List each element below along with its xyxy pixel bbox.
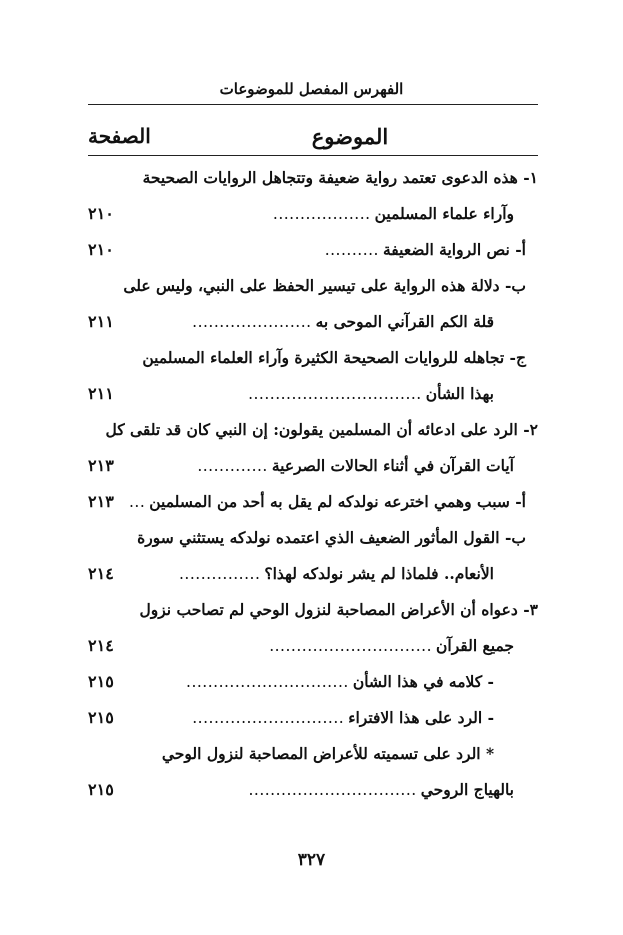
header-rule (88, 104, 538, 105)
entry-page-number: ٢١٠ (88, 204, 114, 223)
index-line (88, 196, 538, 232)
index-line (88, 520, 538, 556)
entry-text: أ- نص الرواية الضعيفة (382, 240, 526, 259)
entry-page-number: ٢١٣ (88, 456, 114, 475)
column-heading-page: الصفحة (88, 124, 151, 148)
index-line (88, 304, 538, 340)
running-header: الفهرس المفصل للموضوعات (219, 80, 404, 98)
entry-text: الأنعام.. فلماذا لم يشر نولدكه لهذا؟ (264, 564, 494, 583)
entry-text: بالهياج الروحي (420, 780, 514, 799)
index-line (88, 556, 538, 592)
index-line (88, 376, 538, 412)
index-line (88, 700, 538, 736)
entry-text: أ- سبب وهمي اخترعه نولدكه لم يقل به أحد من المسلمين (149, 492, 526, 511)
entry-page-number: ٢١٣ (88, 492, 114, 511)
index-line (88, 412, 538, 448)
page-number: ٣٢٧ (297, 850, 326, 870)
entry-text: ب- القول المأثور الضعيف الذي اعتمده نولدكه يستثني سورة (137, 528, 526, 547)
index-line (88, 268, 538, 304)
index-line (88, 448, 538, 484)
leader-dots: ............. (197, 457, 268, 475)
entry-page-number: ٢١٥ (88, 672, 114, 691)
entry-text: * الرد على تسميته للأعراض المصاحبة لنزول الوحي (161, 744, 495, 763)
entry-text: ٢- الرد على ادعائه أن المسلمين يقولون: إن النبي كان قد تلقى كل (105, 420, 538, 439)
column-heading-topic: الموضوع (311, 124, 389, 149)
entry-text: ج- تجاهله للروايات الصحيحة الكثيرة وآراء العلماء المسلمين (142, 348, 526, 367)
entry-page-number: ٢١٥ (88, 780, 114, 799)
index-line (88, 628, 538, 664)
entry-text: آيات القرآن في أثناء الحالات الصرعية (271, 456, 514, 475)
leader-dots: .............................. (186, 673, 349, 691)
entry-text: - الرد على هذا الافتراء (348, 708, 494, 727)
leader-dots: .................. (272, 205, 371, 223)
index-line (88, 160, 538, 196)
leader-dots: ... (128, 493, 146, 511)
index-line (88, 772, 538, 808)
entry-text: وآراء علماء المسلمين (374, 204, 514, 223)
leader-dots: .............................. (269, 637, 433, 655)
index-line (88, 340, 538, 376)
index-line (88, 664, 538, 700)
entry-text: ١- هذه الدعوى تعتمد رواية ضعيفة وتتجاهل الروايات الصحيحة (142, 168, 538, 187)
index-line (88, 484, 538, 520)
leader-dots: ............... (178, 565, 261, 583)
leader-dots: .......... (324, 241, 379, 259)
index-line (88, 232, 538, 268)
index-entries (88, 160, 538, 808)
entry-text: قلة الكم القرآني الموحى به (315, 312, 494, 331)
leader-dots: ...................... (192, 313, 312, 331)
entry-page-number: ٢١٤ (88, 636, 114, 655)
entry-page-number: ٢١٠ (88, 240, 114, 259)
leader-dots: ............................ (192, 709, 345, 727)
column-heading-rule (88, 155, 538, 156)
entry-page-number: ٢١١ (88, 312, 114, 331)
index-line (88, 736, 538, 772)
leader-dots: ............................... (248, 781, 417, 799)
leader-dots: ................................ (248, 385, 422, 403)
entry-text: بهذا الشأن (425, 384, 494, 403)
entry-text: جميع القرآن (436, 636, 514, 655)
entry-page-number: ٢١١ (88, 384, 114, 403)
entry-page-number: ٢١٥ (88, 708, 114, 727)
index-line (88, 592, 538, 628)
entry-text: - كلامه في هذا الشأن (352, 672, 494, 691)
entry-text: ب- دلالة هذه الرواية على تيسير الحفظ على النبي، وليس على (123, 276, 526, 295)
entry-page-number: ٢١٤ (88, 564, 114, 583)
entry-text: ٣- دعواه أن الأعراض المصاحبة لنزول الوحي لم تصاحب نزول (139, 600, 538, 619)
